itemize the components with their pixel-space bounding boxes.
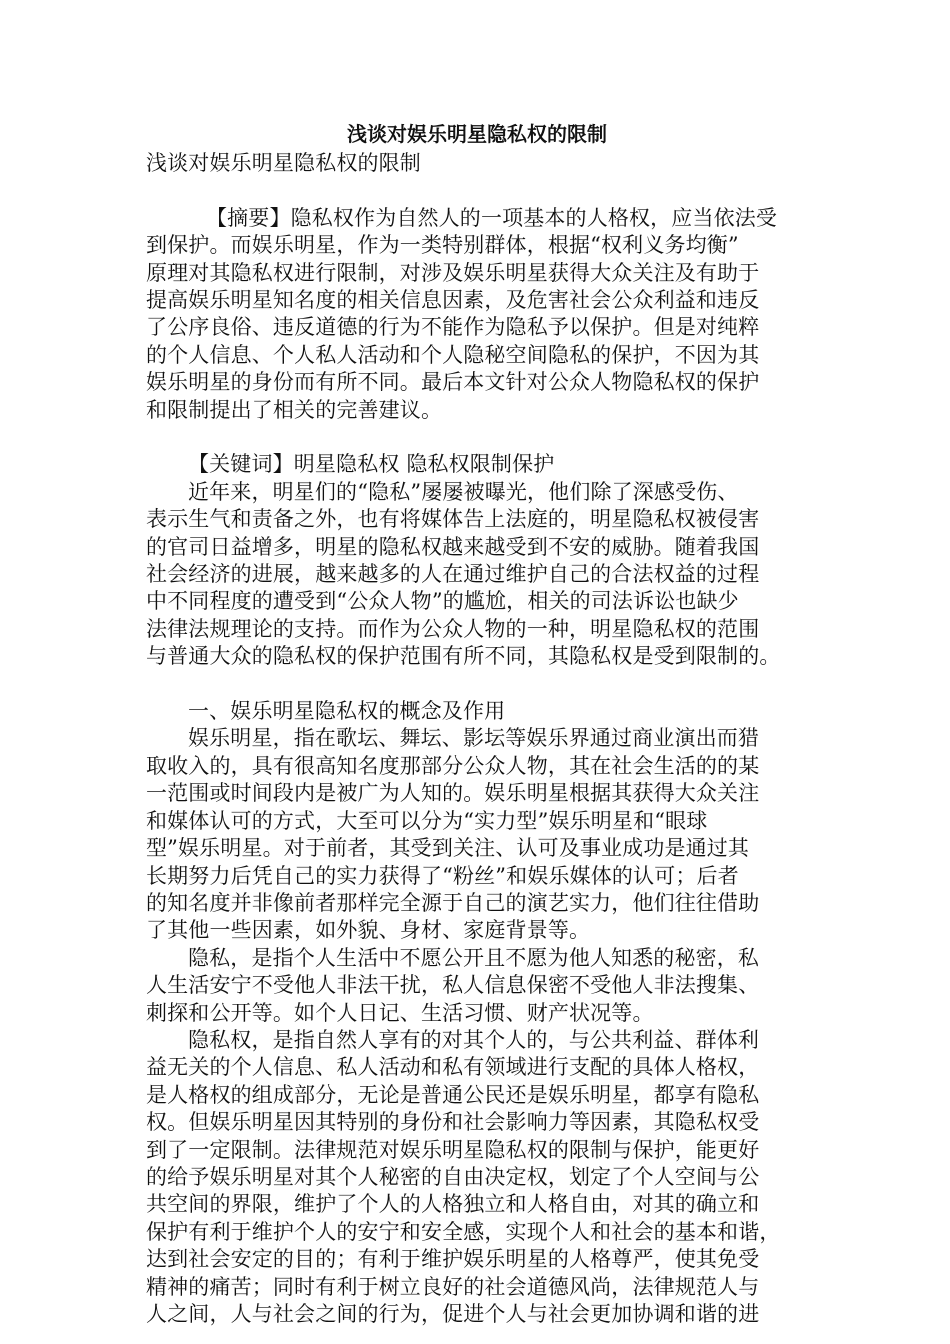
privacy-right-paragraph <box>146 1027 808 1328</box>
document-page <box>146 118 808 1328</box>
abstract-line: 娱乐明星的身份而有所不同。最后本文针对公众人物隐私权的保护 <box>146 370 760 395</box>
paragraph-line: 共空间的界限，维护了个人的人格独立和人格自由，对其的确立和 <box>146 1192 760 1217</box>
paragraph-line: 人生活安宁不受他人非法干扰，私人信息保密不受他人非法搜集、 <box>146 973 760 998</box>
abstract-line: 【摘要】隐私权作为自然人的一项基本的人格权，应当依法受 <box>206 205 778 230</box>
document-title: 浅谈对娱乐明星隐私权的限制 <box>347 122 607 146</box>
paragraph-line: 娱乐明星，指在歌坛、舞坛、影坛等娱乐界通过商业演出而猎 <box>188 726 760 751</box>
intro-line: 中不同程度的遭受到“公众人物”的尴尬，相关的司法诉讼也缺少 <box>146 589 739 614</box>
paragraph-line: 的知名度并非像前者那样完全源于自己的演艺实力，他们往往借助 <box>146 890 760 915</box>
paragraph-line: 取收入的，具有很高知名度那部分公众人物，其在社会生活的的某 <box>146 753 760 778</box>
paragraph-line: 了其他一些因素，如外貌、身材、家庭背景等。 <box>146 918 591 943</box>
abstract-line: 的个人信息、个人私人活动和个人隐秘空间隐私的保护，不因为其 <box>146 342 760 367</box>
paragraph-line: 和媒体认可的方式，大至可以分为“实力型”娱乐明星和“眼球 <box>146 808 708 833</box>
paragraph-line: 隐私，是指个人生活中不愿公开且不愿为他人知悉的秘密，私 <box>188 945 760 970</box>
intro-paragraph <box>146 479 808 671</box>
intro-line: 近年来，明星们的“隐私”屡屡被曝光，他们除了深感受伤、 <box>188 479 739 504</box>
paragraph-line: 人之间，人与社会之间的行为，促进个人与社会更加协调和谐的进 <box>146 1302 760 1327</box>
spacer <box>146 671 808 698</box>
intro-line: 法律法规理论的支持。而作为公众人物的一种，明星隐私权的范围 <box>146 616 760 641</box>
intro-line: 与普通大众的隐私权的保护范围有所不同，其隐私权是受到限制的。 <box>146 644 781 669</box>
abstract-line: 提高娱乐明星知名度的相关信息因素，及危害社会公众利益和违反 <box>146 288 760 313</box>
intro-line: 社会经济的进展，越来越多的人在通过维护自己的合法权益的过程 <box>146 562 760 587</box>
abstract-line: 了公序良俗、违反道德的行为不能作为隐私予以保护。但是对纯粹 <box>146 315 760 340</box>
abstract-line: 原理对其隐私权进行限制，对涉及娱乐明星获得大众关注及有助于 <box>146 260 760 285</box>
document-subtitle: 浅谈对娱乐明星隐私权的限制 <box>146 151 421 175</box>
paragraph-line: 刺探和公开等。如个人日记、生活习惯、财产状况等。 <box>146 1000 654 1025</box>
paragraph-line: 隐私权，是指自然人享有的对其个人的，与公共利益、群体利 <box>188 1027 760 1052</box>
keywords-line: 【关键词】明星隐私权 隐私权限制保护 <box>188 452 555 477</box>
abstract-line: 到保护。而娱乐明星，作为一类特别群体，根据“权利义务均衡” <box>146 233 739 258</box>
paragraph-line: 权。但娱乐明星因其特别的身份和社会影响力等因素，其隐私权受 <box>146 1110 760 1135</box>
abstract-line: 和限制提出了相关的完善建议。 <box>146 397 443 422</box>
spacer <box>146 177 808 204</box>
paragraph-line: 的给予娱乐明星对其个人秘密的自由决定权，划定了个人空间与公 <box>146 1164 760 1189</box>
spacer <box>146 424 808 451</box>
paragraph-line: 到了一定限制。法律规范对娱乐明星隐私权的限制与保护，能更好 <box>146 1137 760 1162</box>
section-heading: 一、娱乐明星隐私权的概念及作用 <box>188 699 506 724</box>
intro-line: 表示生气和责备之外，也有将媒体告上法庭的，明星隐私权被侵害 <box>146 507 760 532</box>
paragraph-line: 型”娱乐明星。对于前者，其受到关注、认可及事业成功是通过其 <box>146 836 750 861</box>
paragraph-line: 达到社会安定的目的；有利于维护娱乐明星的人格尊严，使其免受 <box>146 1247 760 1272</box>
privacy-definition-paragraph <box>146 945 808 1027</box>
intro-line: 的官司日益增多，明星的隐私权越来越受到不安的威胁。随着我国 <box>146 534 760 559</box>
star-definition-paragraph <box>146 725 808 944</box>
paragraph-line: 是人格权的组成部分，无论是普通公民还是娱乐明星，都享有隐私 <box>146 1082 760 1107</box>
paragraph-line: 精神的痛苦；同时有利于树立良好的社会道德风尚，法律规范人与 <box>146 1274 760 1299</box>
abstract-paragraph <box>146 205 808 424</box>
paragraph-line: 益无关的个人信息、私人活动和私有领域进行支配的具体人格权， <box>146 1055 760 1080</box>
paragraph-line: 一范围或时间段内是被广为人知的。娱乐明星根据其获得大众关注 <box>146 781 760 806</box>
paragraph-line: 保护有利于维护个人的安宁和安全感，实现个人和社会的基本和谐， <box>146 1219 781 1244</box>
paragraph-line: 长期努力后凭自己的实力获得了“粉丝”和娱乐媒体的认可；后者 <box>146 863 739 888</box>
